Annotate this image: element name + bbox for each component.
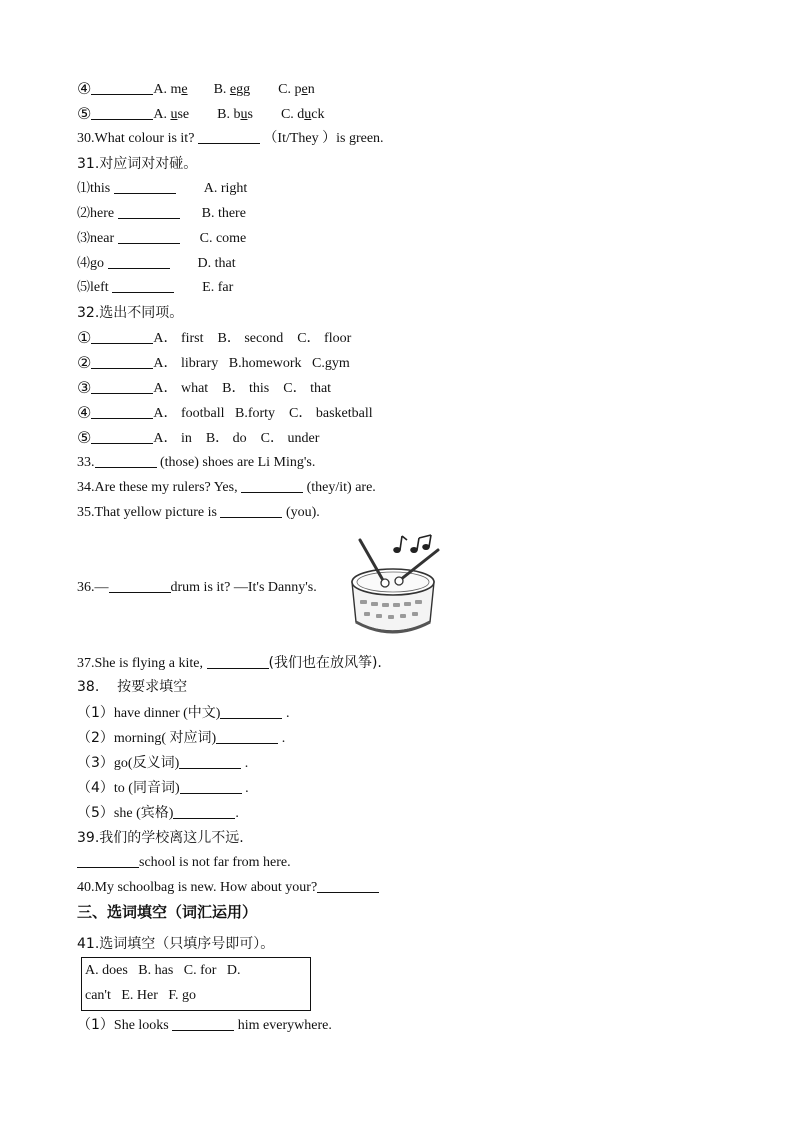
section-title: 三、选词填空（词汇运用） xyxy=(77,903,258,921)
answer-blank[interactable] xyxy=(172,1016,234,1031)
option-c-underlined: u xyxy=(304,107,312,122)
answer-blank[interactable] xyxy=(77,853,139,868)
q32-item-2 xyxy=(77,352,350,374)
q32-item-4 xyxy=(77,402,373,424)
option-b-rest: s xyxy=(247,107,253,122)
question-text: 33. xyxy=(77,455,95,470)
question-text-end: drum is it? —It's Danny's. xyxy=(170,580,317,595)
item-options: A． football B.forty C． basketball xyxy=(153,406,373,421)
q31-item-2 xyxy=(77,203,246,225)
item-text: to (同音词) xyxy=(113,781,180,796)
question-text: 30.What colour is it? xyxy=(77,131,198,146)
item-number: ⑴ xyxy=(77,181,91,196)
item-number: ① xyxy=(77,328,92,347)
word-bank-line-1: A. does B. has C. for D. xyxy=(85,963,241,978)
question-30 xyxy=(77,128,384,150)
item-word: here xyxy=(90,206,115,221)
answer-blank[interactable] xyxy=(108,254,170,269)
q32-item-1 xyxy=(77,327,351,349)
answer-blank[interactable] xyxy=(173,804,235,819)
option-c: C. d xyxy=(280,107,305,122)
question-text: 37.She is flying a kite, xyxy=(77,656,207,671)
q38-item-4 xyxy=(77,777,249,799)
question-35 xyxy=(77,502,320,524)
answer-blank[interactable] xyxy=(198,129,260,144)
question-text-end: (我们也在放风筝). xyxy=(268,655,382,671)
question-40 xyxy=(77,877,379,899)
option-a-underlined: e xyxy=(181,82,188,97)
item-number: ⑷ xyxy=(77,256,91,271)
q29-item-5 xyxy=(77,103,325,125)
option-b-underlined: u xyxy=(240,107,248,122)
item-text-end: him everywhere. xyxy=(234,1018,332,1033)
item-number: ③ xyxy=(77,378,92,397)
answer-blank[interactable] xyxy=(118,204,180,219)
question-text: 35.That yellow picture is xyxy=(77,505,221,520)
item-end: . xyxy=(235,806,239,821)
item-number: ⑤ xyxy=(77,104,92,123)
question-text-end: (you). xyxy=(282,505,320,520)
option-a-underlined: u xyxy=(170,107,178,122)
question-text: 40.My schoolbag is new. How about your? xyxy=(77,880,318,895)
question-text: 36.— xyxy=(77,580,109,595)
question-31-title: 31.对应词对对碰。 xyxy=(77,156,198,172)
item-options: A． library B.homework C.gym xyxy=(153,356,350,371)
item-text: she (宾格) xyxy=(113,806,174,821)
question-34 xyxy=(77,477,376,499)
answer-blank[interactable] xyxy=(91,379,153,394)
q31-item-5 xyxy=(77,277,233,299)
item-number: （4） xyxy=(77,780,114,796)
q38-item-2 xyxy=(77,727,285,749)
item-number: ⑸ xyxy=(77,280,91,295)
item-option: C. come xyxy=(199,231,247,246)
answer-blank[interactable] xyxy=(118,229,180,244)
option-c: C. p xyxy=(278,82,302,97)
q32-item-5 xyxy=(77,427,319,449)
item-option: E. far xyxy=(202,280,234,295)
item-option: A. right xyxy=(203,181,248,196)
item-word: go xyxy=(90,256,105,271)
answer-blank[interactable] xyxy=(91,429,153,444)
item-end: . xyxy=(278,731,286,746)
answer-blank[interactable] xyxy=(207,654,269,669)
item-number: ④ xyxy=(77,79,92,98)
item-end: . xyxy=(241,756,249,771)
question-37 xyxy=(77,652,382,674)
answer-blank[interactable] xyxy=(220,503,282,518)
option-a-rest: se xyxy=(177,107,190,122)
answer-blank[interactable] xyxy=(216,729,278,744)
q32-item-3 xyxy=(77,377,331,399)
item-number: ⑤ xyxy=(77,428,92,447)
answer-blank[interactable] xyxy=(112,278,174,293)
answer-blank[interactable] xyxy=(114,179,176,194)
item-end: . xyxy=(282,706,290,721)
answer-blank[interactable] xyxy=(317,878,379,893)
question-39-title: 39.我们的学校离这儿不远. xyxy=(77,830,244,846)
answer-blank[interactable] xyxy=(91,404,153,419)
q31-item-3 xyxy=(77,228,246,250)
option-a: A. xyxy=(153,107,171,122)
item-number: ⑵ xyxy=(77,206,91,221)
item-number: （3） xyxy=(77,755,114,771)
question-39-line xyxy=(77,852,291,874)
word-bank-box xyxy=(81,957,311,1011)
item-word: this xyxy=(90,181,111,196)
answer-blank[interactable] xyxy=(91,329,153,344)
question-text-end: (those) shoes are Li Ming's. xyxy=(156,455,316,470)
item-options: A． what B． this C． that xyxy=(153,381,332,396)
question-32-title: 32.选出不同项。 xyxy=(77,305,184,321)
answer-blank[interactable] xyxy=(91,80,153,95)
item-number: （2） xyxy=(77,730,114,746)
q38-item-5 xyxy=(77,802,239,824)
question-36 xyxy=(77,577,317,599)
answer-blank[interactable] xyxy=(91,105,153,120)
q31-item-1 xyxy=(77,178,247,200)
item-option: D. that xyxy=(197,256,236,271)
option-b-underlined: e xyxy=(229,82,237,97)
q31-item-4 xyxy=(77,253,236,275)
item-number: ⑶ xyxy=(77,231,91,246)
option-c-rest: ck xyxy=(311,107,325,122)
question-41-title: 41.选词填空（只填序号即可）。 xyxy=(77,936,275,952)
item-word: near xyxy=(90,231,115,246)
q38-item-1 xyxy=(77,702,289,724)
item-options: A． in B． do C． under xyxy=(153,431,320,446)
option-c-rest: n xyxy=(307,82,315,97)
item-text: go(反义词) xyxy=(113,756,180,771)
item-option: B. there xyxy=(201,206,246,221)
q41-item-1 xyxy=(77,1014,332,1036)
item-text: have dinner (中文) xyxy=(113,706,221,721)
item-number: ② xyxy=(77,353,92,372)
item-end: . xyxy=(241,781,249,796)
item-number: （5） xyxy=(77,805,114,821)
answer-blank[interactable] xyxy=(95,453,157,468)
question-33 xyxy=(77,452,315,474)
option-c-underlined: e xyxy=(301,82,308,97)
item-options: A． first B． second C． floor xyxy=(153,331,352,346)
answer-blank[interactable] xyxy=(241,478,303,493)
answer-blank[interactable] xyxy=(109,578,171,593)
option-b: B. xyxy=(213,82,230,97)
answer-blank[interactable] xyxy=(180,779,242,794)
item-number: （1） xyxy=(77,705,114,721)
question-text-end: school is not far from here. xyxy=(139,855,291,870)
question-38-title: 38. 按要求填空 xyxy=(77,679,188,695)
item-word: left xyxy=(90,280,109,295)
item-text: She looks xyxy=(113,1018,173,1033)
answer-blank[interactable] xyxy=(91,354,153,369)
question-text-end: （It/They ）is green. xyxy=(259,131,384,146)
item-number: （1） xyxy=(77,1017,114,1033)
answer-blank[interactable] xyxy=(179,754,241,769)
item-number: ④ xyxy=(77,403,92,422)
question-text: 34.Are these my rulers? Yes, xyxy=(77,480,242,495)
word-bank-line-2: can't E. Her F. go xyxy=(85,988,197,1003)
question-text-end: (they/it) are. xyxy=(303,480,376,495)
q29-item-4 xyxy=(77,78,315,100)
item-text: morning( 对应词) xyxy=(113,731,217,746)
option-b: B. b xyxy=(217,107,241,122)
q38-item-3 xyxy=(77,752,248,774)
option-b-rest: gg xyxy=(236,82,251,97)
drum-icon xyxy=(342,530,442,640)
option-a: A. m xyxy=(153,82,182,97)
answer-blank[interactable] xyxy=(220,704,282,719)
